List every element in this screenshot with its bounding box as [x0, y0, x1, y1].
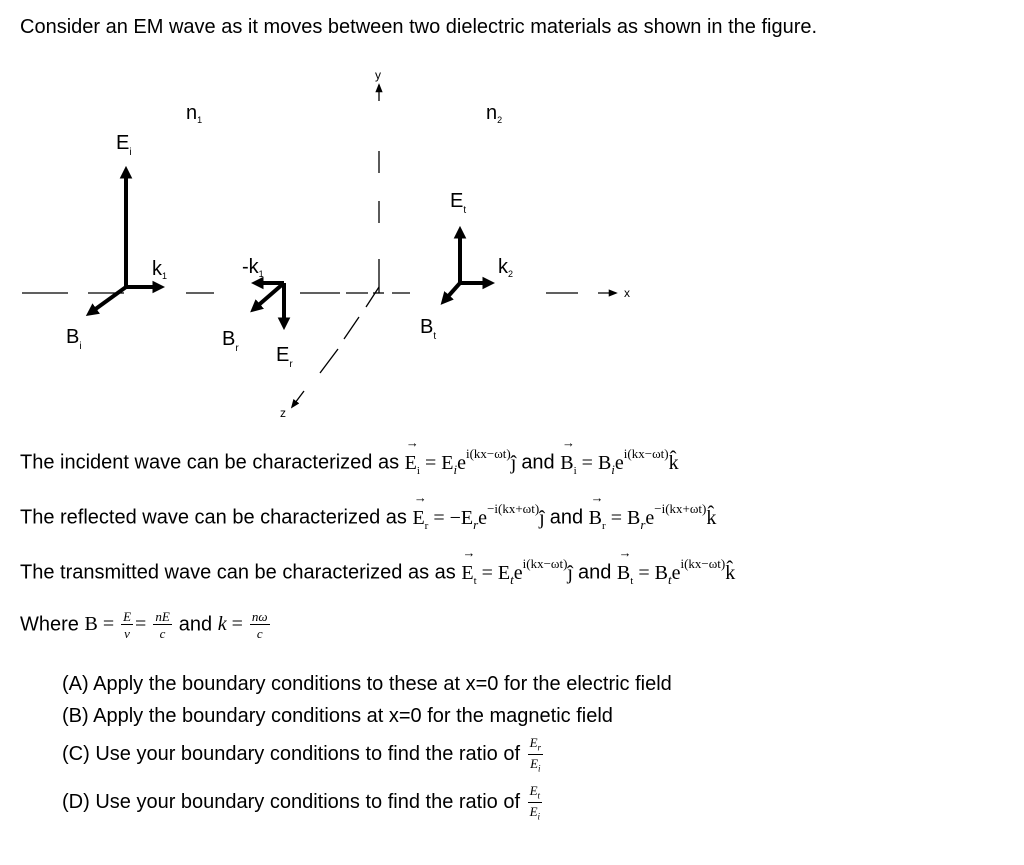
neg-k1-label: $-k_1$	[242, 256, 264, 279]
Er-label: $E_r$	[276, 344, 293, 370]
question-c: (C) Use your boundary conditions to find the ratio of $\frac{E_r}{E_i}$	[62, 735, 542, 774]
n2-label: $n_2$	[486, 102, 503, 125]
Bi-label: $B_i$	[66, 326, 82, 352]
k2-label: $k_2$	[498, 256, 514, 279]
transmitted-vectors	[444, 231, 490, 301]
Bt-label: $B_t$	[420, 316, 437, 342]
reflected-vectors	[254, 283, 284, 325]
Et-label: $E_t$	[450, 190, 467, 216]
Ei-label: $E_i$	[116, 132, 132, 158]
question-b: (B) Apply the boundary conditions at x=0 for the magnetic field	[62, 705, 613, 727]
ratio-er-ei: $\frac{E_r}{E_i}$	[529, 735, 542, 774]
y-axis-label: y	[375, 68, 381, 82]
reflected-wave-line: The reflected wave can be characterized as → $E_r$ = $-E_re^{-i(kx+\omega t)}ĵ$ and → $B_r$ = $B_re^{-i(kx+\omega t)}k̂$	[20, 504, 716, 533]
transmitted-wave-line: The transmitted wave can be characterized as as → $E_t$ = $E_te^{i(kx-\omega t)}ĵ$ and → $B_t$ = $B_te^{i(kx-\omega t)}k̂$	[20, 559, 735, 588]
ratio-et-ei: $\frac{E_t}{E_i}$	[529, 783, 541, 822]
z-axis-label: z	[280, 406, 286, 420]
n1-label: $n_1$	[186, 102, 203, 125]
Br-label: $B_r$	[222, 328, 239, 354]
y-axis	[373, 85, 384, 293]
intro-text: Consider an EM wave as it moves between two dielectric materials as shown in the figure.	[20, 16, 818, 38]
wave-diagram	[0, 55, 1024, 475]
question-a: (A) Apply the boundary conditions to these at x=0 for the electric field	[62, 673, 672, 695]
z-axis	[292, 287, 379, 407]
k1-label: $k_1$	[152, 258, 168, 281]
incident-vectors	[90, 171, 160, 313]
question-d: (D) Use your boundary conditions to find the ratio of $\frac{E_t}{E_i}$	[62, 783, 541, 822]
incident-wave-line: The incident wave can be characterized as → $E_i$ = $E_ie^{i(kx-\omega t)}ĵ$ and → $B_i$ = $B_ie^{i(kx-\omega t)}k̂$	[20, 449, 679, 478]
x-axis-label: x	[624, 286, 630, 300]
definitions-line: Where B = $\frac{E}{v}$ = $\frac{nE}{c}$ and k = $\frac{n\omega}{c}$	[20, 609, 268, 641]
